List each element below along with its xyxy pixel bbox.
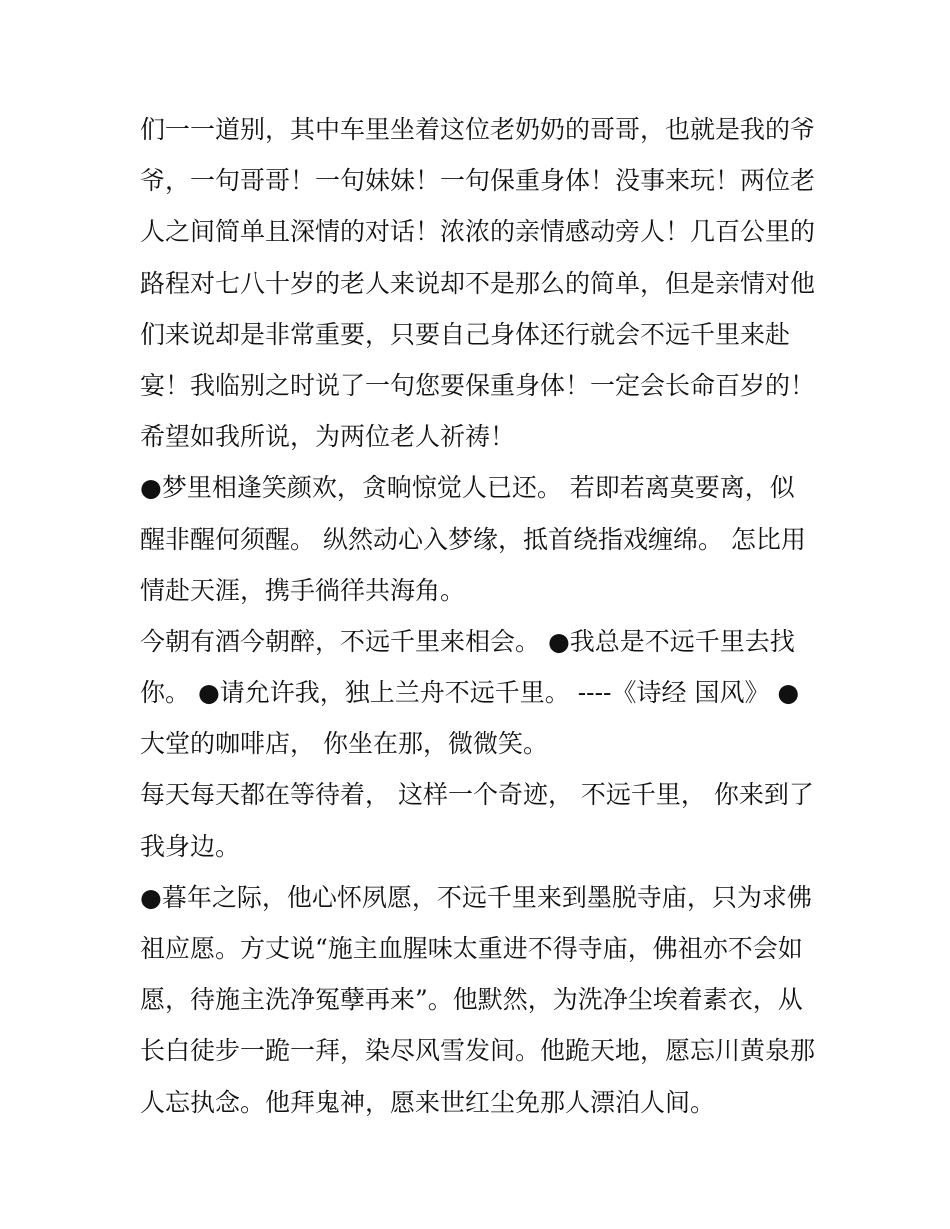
text-line: 希望如我所说，为两位老人祈祷！ <box>140 422 516 452</box>
text-line: 情赴天涯，携手徜徉共海角。 <box>140 575 466 605</box>
text-line: 醒非醒何须醒。 纵然动心入梦缘，抵首绕指戏缠绵。 怎比用 <box>140 524 806 554</box>
text-line: 们来说却是非常重要，只要自己身体还行就会不远千里来赴 <box>140 319 791 349</box>
text-line: ●梦里相逢笑颜欢，贪晌惊觉人已还。 若即若离莫要离，似 <box>140 473 795 503</box>
text-line: 人忘执念。他拜鬼神，愿来世红尘免那人漂泊人间。 <box>140 1087 716 1117</box>
text-line: 今朝有酒今朝醉，不远千里来相会。 ●我总是不远千里去找 <box>140 626 795 656</box>
text-line: 路程对七八十岁的老人来说却不是那么的简单，但是亲情对他 <box>140 268 816 298</box>
text-line: 们一一道别，其中车里坐着这位老奶奶的哥哥，也就是我的爷 <box>140 115 816 144</box>
document-page <box>140 104 820 1128</box>
text-line: 愿，待施主洗净冤孽再来”。他默然，为洗净尘埃着素衣，从 <box>140 985 803 1015</box>
text-line: 宴！我临别之时说了一句您要保重身体！一定会长命百岁的！ <box>140 370 816 400</box>
text-line: 长白徒步一跪一拜，染尽风雪发间。他跪天地，愿忘川黄泉那 <box>140 1036 816 1066</box>
text-line: 人之间简单且深情的对话！浓浓的亲情感动旁人！几百公里的 <box>140 217 816 247</box>
text-line: 你。 ●请允许我，独上兰舟不远千里。 ----《诗经 国风》 ● <box>140 678 800 708</box>
text-line: 我身边。 <box>140 831 241 861</box>
text-line: 每天每天都在等待着， 这样一个奇迹， 不远千里， 你来到了 <box>140 780 814 810</box>
text-line: 大堂的咖啡店， 你坐在那，微微笑。 <box>140 729 548 759</box>
text-line: ●暮年之际，他心怀夙愿，不远千里来到墨脱寺庙，只为求佛 <box>140 882 812 912</box>
text-line: 祖应愿。方丈说“施主血腥味太重进不得寺庙，佛祖亦不会如 <box>140 934 803 963</box>
text-line: 爷，一句哥哥！一句妹妹！一句保重身体！没事来玩！两位老 <box>140 166 816 196</box>
